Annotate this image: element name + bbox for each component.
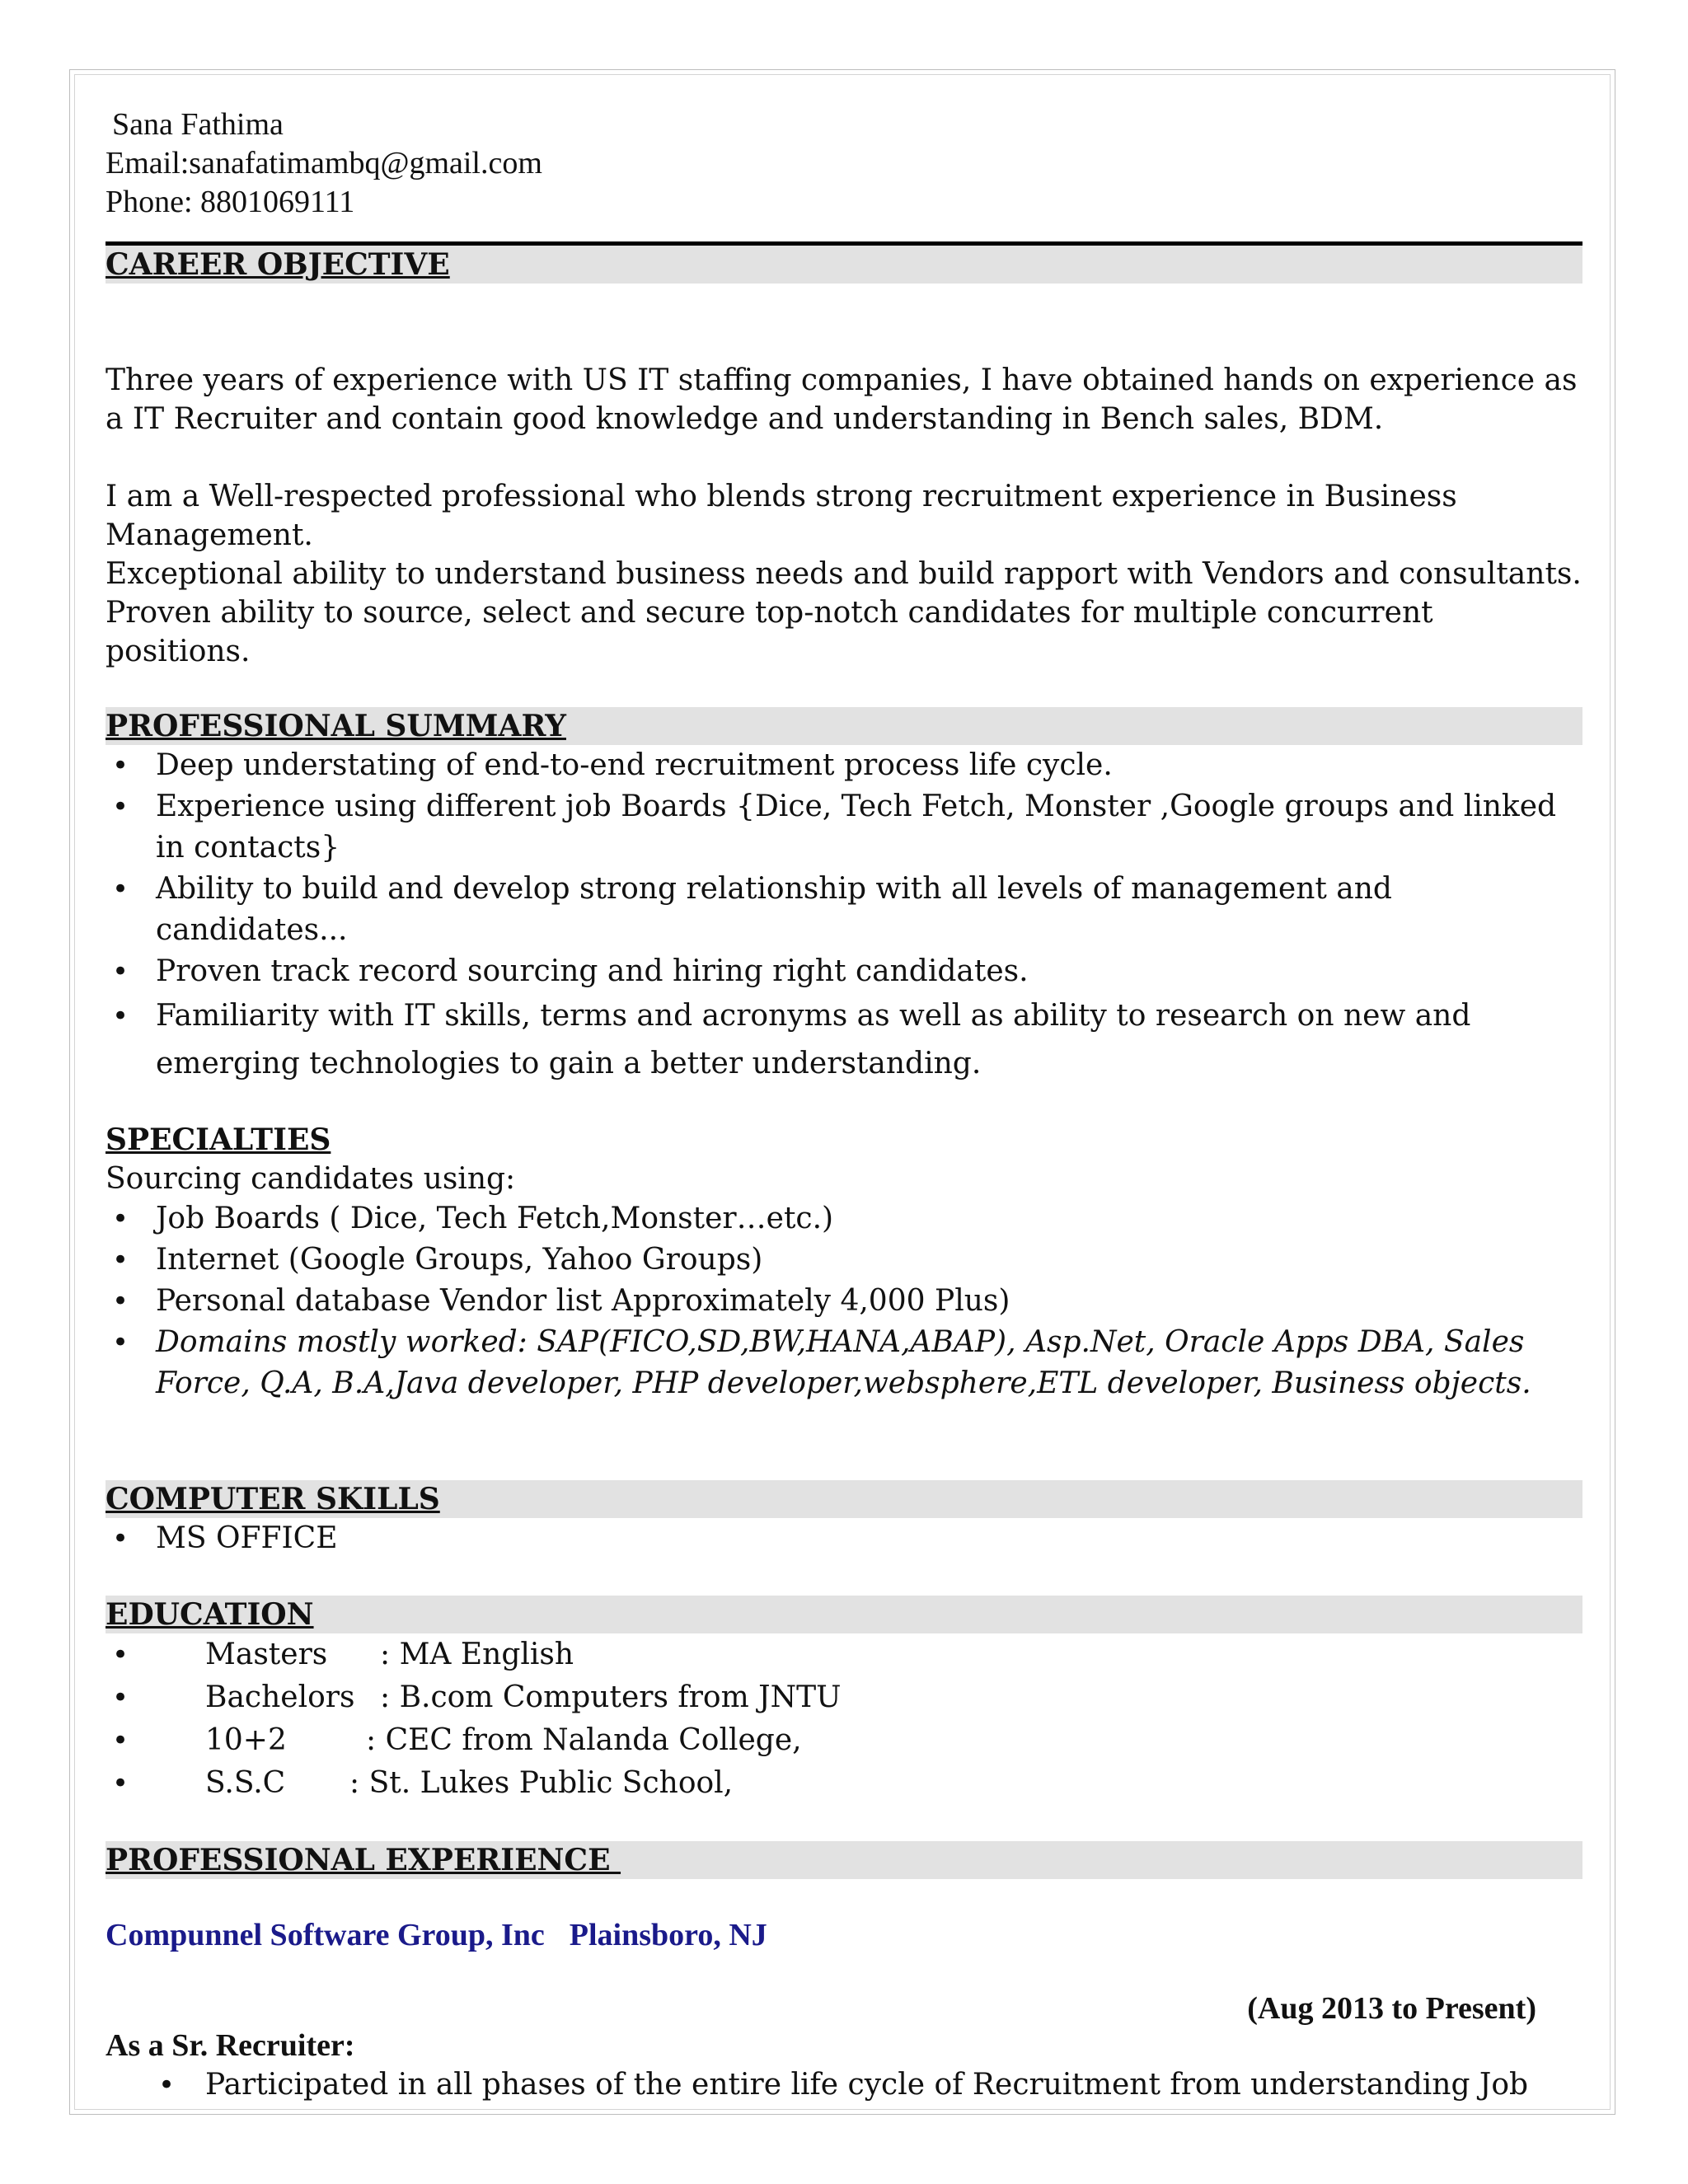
- resume-document: [106, 105, 1582, 2106]
- list-item: • Domains mostly worked: SAP(FICO,SD,BW,HANA,ABAP), Asp.Net, Oracle Apps DBA, Sales Force, Q.A, B.A,Java developer, PHP developer,websphere,ETL developer, Business objects.: [106, 1322, 1582, 1404]
- section-heading-professional-experience: PROFESSIONAL EXPERIENCE: [106, 1841, 1582, 1879]
- specialties-list: [106, 1198, 1582, 1404]
- education-list: [106, 1633, 1582, 1805]
- section-heading-career-objective: CAREER OBJECTIVE: [106, 246, 1582, 284]
- list-item: • Job Boards ( Dice, Tech Fetch,Monster…etc.): [106, 1198, 1582, 1240]
- career-objective-line: I am a Well-respected professional who blends strong recruitment experience in Business Management.: [106, 480, 1457, 552]
- career-objective-paragraph-2: [106, 477, 1582, 671]
- list-item: • Proven track record sourcing and hiring right candidates.: [106, 951, 1582, 992]
- section-heading-education: EDUCATION: [106, 1596, 1582, 1633]
- education-item: [106, 1719, 1582, 1762]
- section-heading-professional-summary: PROFESSIONAL SUMMARY: [106, 707, 1582, 745]
- professional-summary-list: [106, 745, 1582, 1088]
- list-item: • MS OFFICE: [106, 1518, 1582, 1559]
- list-item: • Deep understating of end-to-end recruitment process life cycle.: [106, 745, 1582, 786]
- email-line: Email:sanafatimambq@gmail.com: [106, 146, 542, 180]
- job-role: As a Sr. Recruiter:: [106, 2028, 355, 2063]
- employment-dates: (Aug 2013 to Present): [1247, 1991, 1536, 2026]
- education-item: [106, 1676, 1582, 1719]
- career-objective-paragraph-1: Three years of experience with US IT staffing companies, I have obtained hands on experience as a IT Recruiter and contain good knowledge and understanding in Bench sales, BDM.: [106, 363, 1578, 436]
- list-item: • Participated in all phases of the entire life cycle of Recruitment from understanding Job: [106, 2064, 1582, 2106]
- section-heading-specialties: SPECIALTIES: [106, 1122, 331, 1157]
- education-detail: : B.com Computers from JNTU: [380, 1680, 842, 1714]
- career-objective-line: Exceptional ability to understand business needs and build rapport with Vendors and consultants.: [106, 557, 1582, 591]
- list-item: • Familiarity with IT skills, terms and acronyms as well as ability to research on new and emerging technologies to gain a better understanding.: [106, 992, 1582, 1088]
- education-item: [106, 1633, 1582, 1676]
- contact-block: [106, 105, 1582, 222]
- company-line: [106, 1916, 1582, 1954]
- computer-skills-list: [106, 1518, 1582, 1559]
- company-location: Plainsboro, NJ: [569, 1918, 767, 1952]
- experience-list: [106, 2064, 1582, 2106]
- education-degree: Bachelors: [205, 1680, 355, 1714]
- phone-line: Phone: 8801069111: [106, 185, 355, 219]
- company-name: Compunnel Software Group, Inc: [106, 1918, 545, 1952]
- section-heading-computer-skills: COMPUTER SKILLS: [106, 1480, 1582, 1518]
- list-item: • Internet (Google Groups, Yahoo Groups): [106, 1240, 1582, 1281]
- list-item: • Experience using different job Boards {Dice, Tech Fetch, Monster ,Google groups and linked in contacts}: [106, 786, 1582, 869]
- education-item: [106, 1762, 1582, 1805]
- education-degree: S.S.C: [205, 1766, 286, 1800]
- education-detail: : MA English: [380, 1638, 574, 1671]
- education-detail: : St. Lukes Public School,: [349, 1766, 734, 1800]
- specialties-intro: Sourcing candidates using:: [106, 1162, 516, 1196]
- list-item: • Ability to build and develop strong relationship with all levels of management and candidates...: [106, 869, 1582, 951]
- education-detail: : CEC from Nalanda College,: [366, 1723, 802, 1757]
- list-item: • Personal database Vendor list Approximately 4,000 Plus): [106, 1281, 1582, 1322]
- education-degree: 10+2: [205, 1723, 287, 1757]
- candidate-name: Sana Fathima: [112, 107, 284, 142]
- career-objective-line: Proven ability to source, select and secure top-notch candidates for multiple concurrent positions.: [106, 596, 1433, 668]
- education-degree: Masters: [205, 1638, 328, 1671]
